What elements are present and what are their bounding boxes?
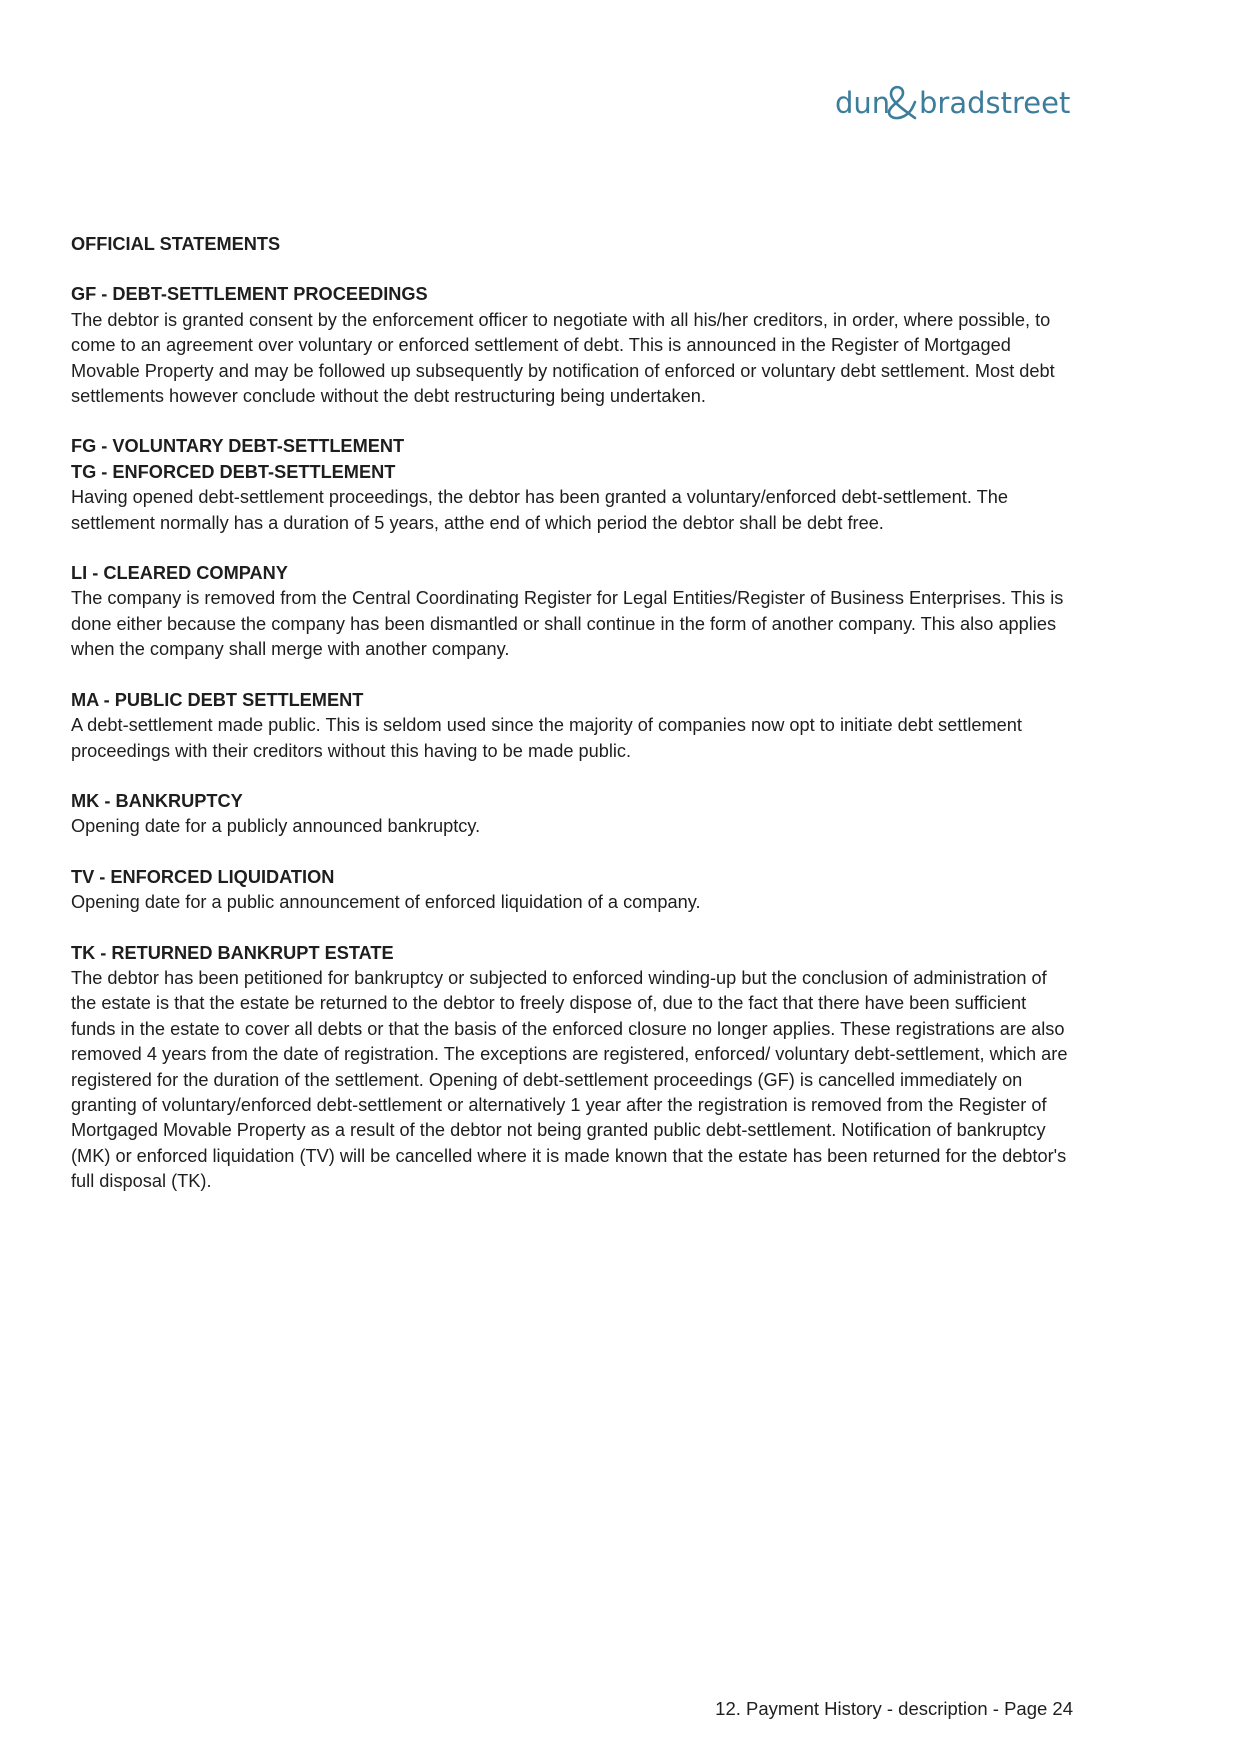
logo-text-bradstreet: bradstreet — [919, 86, 1071, 120]
section-text: The debtor is granted consent by the enforcement officer to negotiate with all his/her creditors, in order, where possible, to come to an agreement over voluntary or enforced settlement of debt. This is announced in the Register of Mortgaged Movable Property and may be followed up subsequently by notification of enforced or voluntary debt settlement. Most debt settlements however conclude without the debt restructuring being undertaken. — [71, 309, 1055, 407]
section-text: Opening date for a public announcement of enforced liquidation of a company. — [71, 892, 701, 913]
section-tk — [71, 941, 1071, 1195]
section-heading: TG - ENFORCED DEBT-SETTLEMENT — [71, 461, 396, 482]
logo-text-dun: dun — [835, 86, 891, 120]
section-fg-tg — [71, 434, 1071, 536]
section-text: The company is removed from the Central Coordinating Register for Legal Entities/Register of Business Enterprises. This is done either because the company has been dismantled or shall continue in the form of another company. This also applies when the company shall merge with another company. — [71, 588, 1064, 660]
section-heading: FG - VOLUNTARY DEBT-SETTLEMENT — [71, 436, 405, 457]
ampersand-icon — [889, 87, 915, 118]
section-heading: TK - RETURNED BANKRUPT ESTATE — [71, 942, 394, 963]
page-footer: 12. Payment History - description - Page 24 — [715, 1698, 1073, 1719]
section-heading: TV - ENFORCED LIQUIDATION — [71, 866, 335, 887]
section-gf — [71, 282, 1071, 409]
section-text: The debtor has been petitioned for bankruptcy or subjected to enforced winding-up but the conclusion of administration of the estate is that the estate be returned to the debtor to freely dispose of, due to the fact that there have been sufficient funds in the estate to cover all debts or that the basis of the enforced closure no longer applies. These registrations are also removed 4 years from the date of registration. The exceptions are registered, enforced/ voluntary debt-settlement, which are registered for the duration of the settlement. Opening of debt-settlement proceedings (GF) is cancelled immediately on granting of voluntary/enforced debt-settlement or alternatively 1 year after the registration is removed from the Register of Mortgaged Movable Property as a result of the debtor not being granted public debt-settlement. Notification of bankruptcy (MK) or enforced liquidation (TV) will be cancelled where it is made known that the estate has been returned for the debtor's full disposal (TK). — [71, 967, 1068, 1192]
page-title: OFFICIAL STATEMENTS — [71, 234, 281, 254]
section-heading: LI - CLEARED COMPANY — [71, 563, 288, 584]
section-text: A debt-settlement made public. This is seldom used since the majority of companies now opt to initiate debt settlement proceedings with their creditors without this having to be made public. — [71, 715, 1022, 761]
section-text: Opening date for a publicly announced bankruptcy. — [71, 816, 481, 837]
section-ma — [71, 688, 1071, 764]
section-text: Having opened debt-settlement proceedings, the debtor has been granted a voluntary/enforced debt-settlement. The settlement normally has a duration of 5 years, atthe end of which period the debtor shall be debt free. — [71, 487, 1008, 533]
document-body — [71, 232, 1071, 1220]
section-heading: GF - DEBT-SETTLEMENT PROCEEDINGS — [71, 284, 428, 305]
dun-bradstreet-logo — [835, 80, 1075, 124]
section-heading: MA - PUBLIC DEBT SETTLEMENT — [71, 689, 364, 710]
section-tv — [71, 865, 1071, 916]
section-mk — [71, 789, 1071, 840]
section-heading: MK - BANKRUPTCY — [71, 790, 243, 811]
section-li — [71, 561, 1071, 663]
